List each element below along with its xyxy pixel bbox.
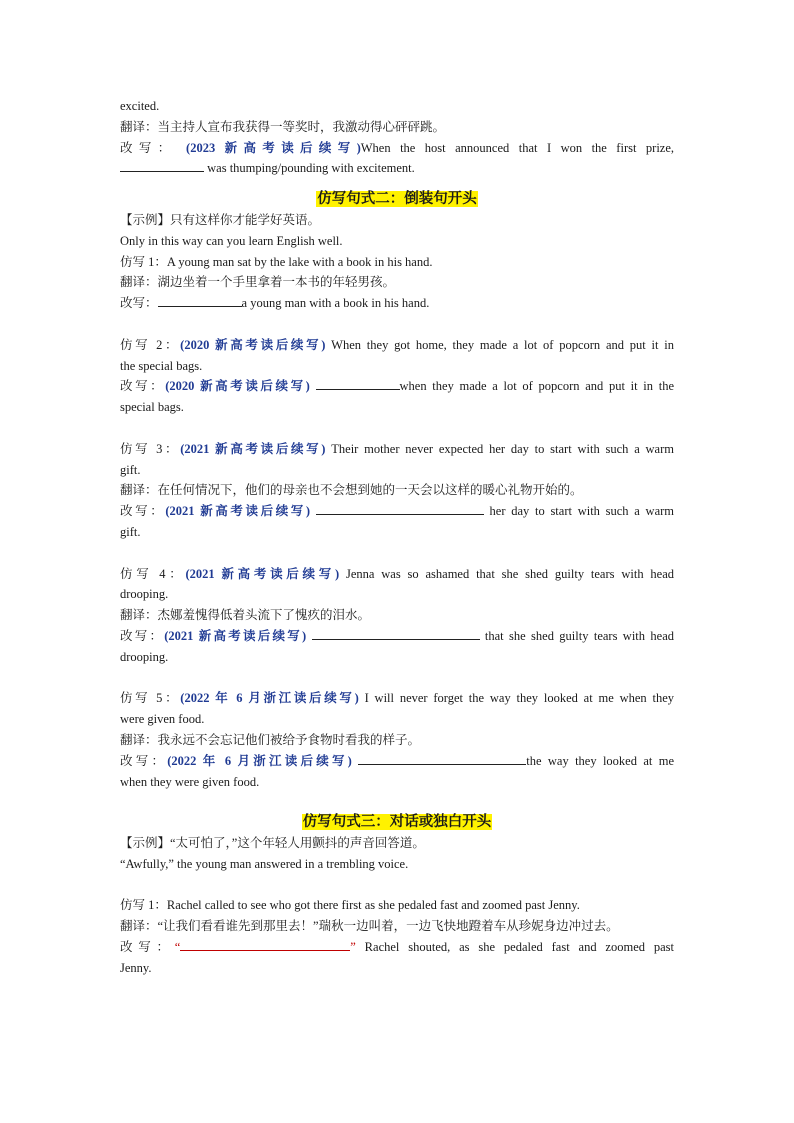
fill-blank[interactable] [358, 751, 526, 765]
example-en: “Awfully,” the young man answered in a trembling voice. [120, 856, 409, 871]
rewrite-line: 改写：(2022 年 6 月浙江读后续写) the way they looked at me [120, 751, 674, 772]
rewrite-line-cont: was thumping/pounding with excitement. [120, 158, 674, 179]
rewrite-line-cont: gift. [120, 524, 141, 539]
example-cn: 【示例】只有这样你才能学好英语。 [120, 212, 321, 227]
rewrite-line: 改写：(2020 新高考读后续写) when they made a lot of popcorn and put it in the [120, 376, 674, 397]
rewrite-line: 改写： a young man with a book in his hand. [120, 293, 674, 314]
text-line: excited. [120, 99, 160, 113]
rewrite-line: 改写： (2023 新高考读后续写)When the host announced that I won the first prize, [120, 140, 675, 155]
translation-line: 翻译：我永远不会忘记他们被给予食物时看我的样子。 [120, 732, 421, 747]
exercise-line: 仿写 4：(2021 新高考读后续写) Jenna was so ashamed that she shed guilty tears with head [120, 566, 674, 581]
fill-blank[interactable] [158, 293, 242, 307]
rewrite-line: 改写：“ ” Rachel shouted, as she pedaled fast and zoomed past [120, 937, 674, 958]
example-cn: 【示例】“太可怕了，”这个年轻人用颤抖的声音回答道。 [120, 836, 425, 851]
translation-line: 翻译：湖边坐着一个手里拿着一本书的年轻男孩。 [120, 275, 396, 290]
exercise-line: 仿写 1：Rachel called to see who got there first as she pedaled fast and zoomed past Jenny. [120, 898, 580, 913]
exercise-line-cont: gift. [120, 462, 141, 477]
document-page [120, 96, 674, 979]
translation-line: 翻译：当主持人宣布我获得一等奖时，我激动得心砰砰跳。 [120, 119, 446, 134]
section-heading: 仿写句式三：对话或独白开头 [302, 814, 492, 831]
fill-blank[interactable] [120, 158, 204, 172]
exercise-line-cont: the special bags. [120, 358, 203, 373]
translation-line: 翻译：在任何情况下，他们的母亲也不会想到她的一天会以这样的暖心礼物开始的。 [120, 483, 583, 498]
exercise-line-cont: drooping. [120, 587, 169, 602]
exercise-line: 仿写 1：A young man sat by the lake with a book in his hand. [120, 254, 433, 269]
rewrite-line-cont: special bags. [120, 400, 184, 415]
translation-line: 翻译：“让我们看看谁先到那里去！”瑞秋一边叫着，一边飞快地蹬着车从珍妮身边冲过去。 [120, 919, 619, 934]
fill-blank[interactable] [316, 376, 400, 390]
exercise-line: 仿写 2：(2020 新高考读后续写) When they got home, they made a lot of popcorn and put it in [120, 337, 674, 352]
exercise-line: 仿写 5：(2022 年 6 月浙江读后续写) I will never forget the way they looked at me when they [120, 691, 674, 706]
fill-blank[interactable] [180, 937, 350, 951]
section-heading: 仿写句式二：倒装句开头 [317, 191, 477, 208]
exercise-line: 仿写 3：(2021 新高考读后续写) Their mother never expected her day to start with such a warm [120, 441, 674, 456]
fill-blank[interactable] [312, 626, 480, 640]
rewrite-line-cont: Jenny. [120, 960, 152, 975]
rewrite-line-cont: when they were given food. [120, 774, 260, 789]
rewrite-line-cont: drooping. [120, 649, 169, 664]
translation-line: 翻译：杰娜羞愧得低着头流下了愧疚的泪水。 [120, 608, 371, 623]
rewrite-line: 改写：(2021 新高考读后续写) her day to start with such a warm [120, 501, 674, 522]
exercise-line-cont: were given food. [120, 712, 205, 727]
fill-blank[interactable] [316, 501, 484, 515]
example-en: Only in this way can you learn English well. [120, 233, 343, 248]
rewrite-line: 改写：(2021 新高考读后续写) that she shed guilty tears with head [120, 626, 674, 647]
